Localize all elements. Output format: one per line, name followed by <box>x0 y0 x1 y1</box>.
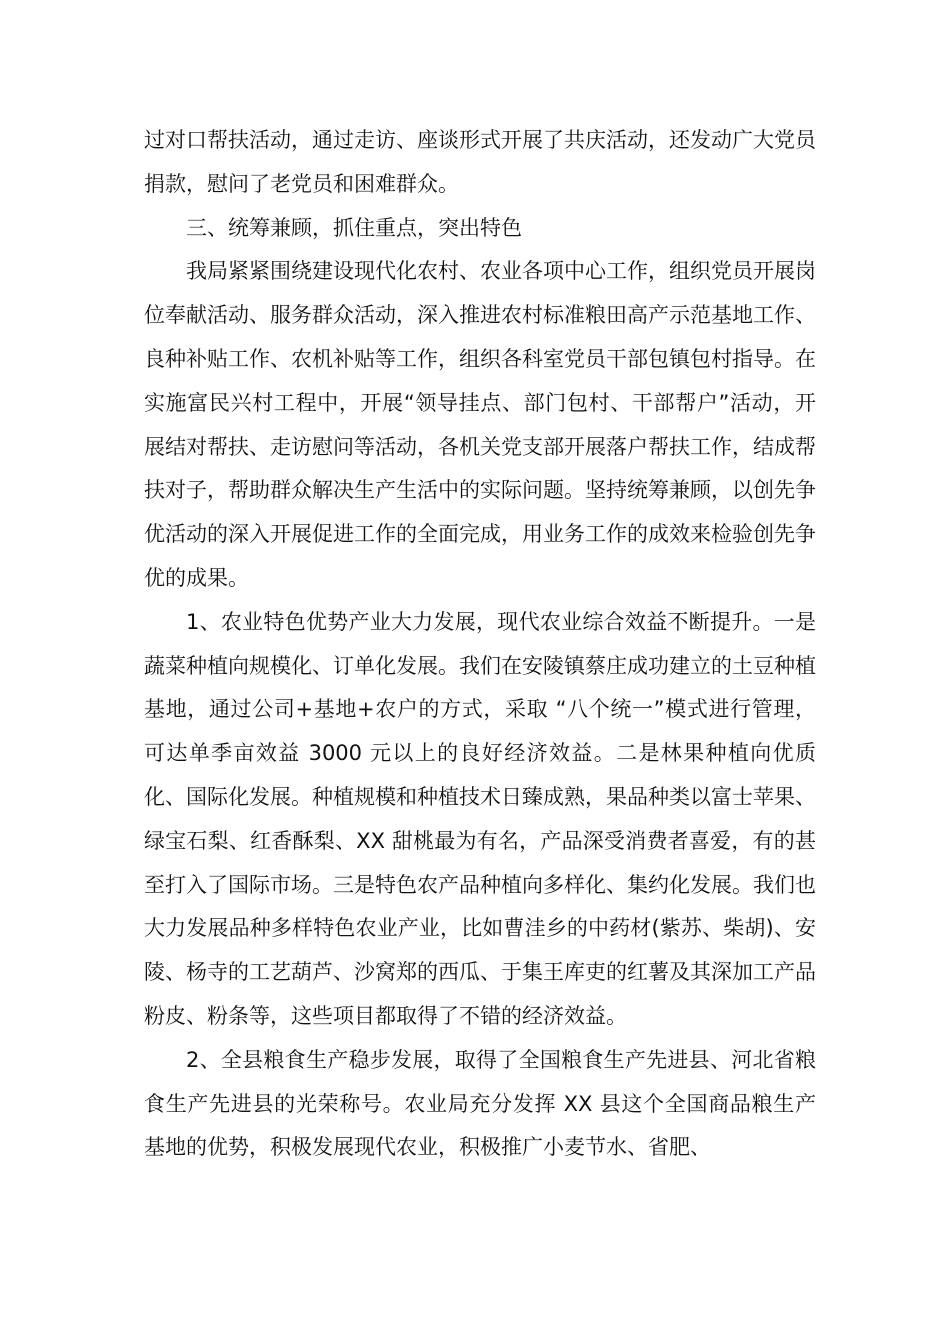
document-body <box>144 119 816 1170</box>
section-heading: 三、统筹兼顾，抓住重点，突出特色 <box>186 215 522 240</box>
paragraph: 1、农业特色优势产业大力发展，现代农业综合效益不断提升。一是蔬菜种植向规模化、订单化发展。我们在安陵镇蔡庄成功建立的土豆种植基地，通过公司+基地+农户的方式，采取 “八个统一”模式进行管理，可达单季亩效益 3000 元以上的良好经济效益。二是林果种植向优质化、国际化发展。种植规模和种植技术日臻成熟，果品种类以富士苹果、绿宝石梨、红香酥梨、XX 甜桃最为有名，产品深受消费者喜爱，有的甚至打入了国际市场。三是特色农产品种植向多样化、集约化发展。我们也大力发展品种多样特色农业产业，比如曹洼乡的中药材(紫苏、柴胡)、安陵、杨寺的工艺葫芦、沙窝郑的西瓜、于集王库吏的红薯及其深加工产品粉皮、粉条等，这些项目都取得了不错的经济效益。 <box>144 609 816 1028</box>
paragraph-continuation: 过对口帮扶活动，通过走访、座谈形式开展了共庆活动，还发动广大党员捐款，慰问了老党员和困难群众。 <box>144 128 816 196</box>
paragraph: 我局紧紧围绕建设现代化农村、农业各项中心工作，组织党员开展岗位奉献活动、服务群众活动，深入推进农村标准粮田高产示范基地工作、良种补贴工作、农机补贴等工作，组织各科室党员干部包镇包村指导。在实施富民兴村工程中，开展“领导挂点、部门包村、干部帮户”活动，开展结对帮扶、走访慰问等活动，各机关党支部开展落户帮扶工作，结成帮扶对子，帮助群众解决生产生活中的实际问题。坚持统筹兼顾，以创先争优活动的深入开展促进工作的全面完成，用业务工作的成效来检验创先争优的成果。 <box>144 259 816 590</box>
paragraph: 2、全县粮食生产稳步发展，取得了全国粮食生产先进县、河北省粮食生产先进县的光荣称号。农业局充分发挥 XX 县这个全国商品粮生产基地的优势，积极发展现代农业，积极推广小麦节水、省肥、 <box>144 1047 816 1160</box>
